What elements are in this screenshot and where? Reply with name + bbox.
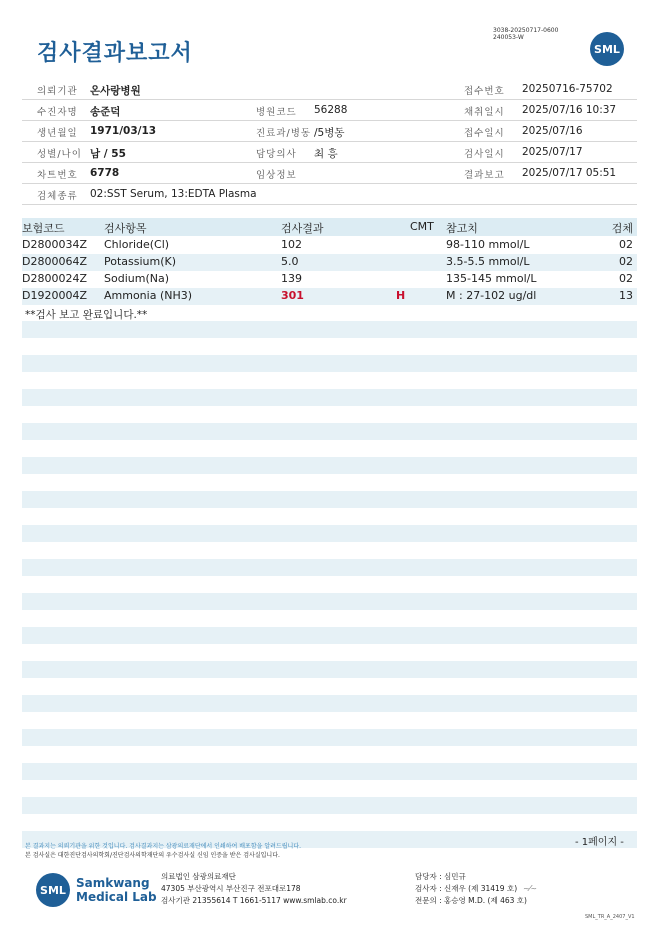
info-value: 20250716-75702 bbox=[522, 83, 613, 95]
cell-code: D1920004Z bbox=[22, 289, 87, 302]
page-number: - 1페이지 - bbox=[575, 837, 624, 848]
org-name: 의료법인 삼광의료재단 bbox=[161, 872, 236, 881]
footer-staff bbox=[415, 871, 537, 907]
blank-stripe bbox=[22, 661, 637, 678]
cell-specimen: 02 bbox=[619, 272, 633, 285]
cell-reference: 3.5-5.5 mmol/L bbox=[446, 255, 530, 268]
blank-stripe bbox=[22, 593, 637, 610]
blank-stripe bbox=[22, 457, 637, 474]
header-code: 보험코드 bbox=[22, 222, 65, 235]
info-value: 남 / 55 bbox=[90, 148, 126, 160]
staff-contact: 담당자 : 심민규 bbox=[415, 872, 466, 881]
info-value: 1971/03/13 bbox=[90, 125, 157, 137]
info-label: 채취일시 bbox=[464, 107, 505, 118]
sml-logo-icon: SML bbox=[590, 32, 624, 66]
blank-stripe bbox=[22, 797, 637, 814]
table-row bbox=[22, 254, 637, 271]
info-label: 의뢰기관 bbox=[37, 86, 78, 97]
info-value: 송준덕 bbox=[90, 106, 121, 118]
info-label: 병원코드 bbox=[256, 107, 297, 118]
report-title: 검사결과보고서 bbox=[37, 41, 193, 66]
info-row bbox=[22, 184, 637, 205]
cell-code: D2800034Z bbox=[22, 238, 87, 251]
info-label: 접수번호 bbox=[464, 86, 505, 97]
cell-test-name: Ammonia (NH3) bbox=[104, 289, 193, 302]
cell-result: 301 bbox=[281, 289, 304, 302]
org-contact: 검사기관 21355614 T 1661-5117 www.smlab.co.kr bbox=[161, 896, 347, 905]
info-value: 56288 bbox=[314, 104, 348, 116]
info-label: 생년월일 bbox=[37, 128, 78, 139]
info-value: 02:SST Serum, 13:EDTA Plasma bbox=[90, 188, 257, 200]
cell-test-name: Potassium(K) bbox=[104, 255, 177, 268]
info-label: 접수일시 bbox=[464, 128, 505, 139]
cell-test-name: Chloride(Cl) bbox=[104, 238, 170, 251]
blank-stripe bbox=[22, 695, 637, 712]
blank-stripe bbox=[22, 491, 637, 508]
brand-name bbox=[76, 876, 157, 904]
header-specimen: 검체 bbox=[611, 222, 633, 235]
info-label: 성별/나이 bbox=[37, 149, 82, 160]
info-value: 2025/07/16 bbox=[522, 125, 583, 137]
cell-specimen: 02 bbox=[619, 255, 633, 268]
report-complete-note: **검사 보고 완료입니다.** bbox=[25, 309, 148, 321]
blank-stripe bbox=[22, 627, 637, 644]
footer-logo bbox=[36, 873, 157, 907]
cell-reference: M : 27-102 ug/dl bbox=[446, 289, 537, 302]
cell-test-name: Sodium(Na) bbox=[104, 272, 169, 285]
info-value: 2025/07/17 05:51 bbox=[522, 167, 617, 179]
table-row bbox=[22, 288, 637, 305]
header-test-name: 검사항목 bbox=[104, 222, 147, 235]
disclaimer-line2: 본 검사실은 대한진단검사의학회/진단검사의학재단의 우수검사실 신임 인증을 받은 검사실입니다. bbox=[25, 852, 280, 859]
document-code-line2: 240053-W bbox=[493, 34, 524, 41]
info-row bbox=[22, 142, 637, 163]
info-label: 임상정보 bbox=[256, 170, 297, 181]
info-value: 6778 bbox=[90, 167, 120, 179]
table-row bbox=[22, 237, 637, 254]
cell-code: D2800064Z bbox=[22, 255, 87, 268]
blank-stripe bbox=[22, 763, 637, 780]
document-code bbox=[493, 27, 558, 41]
brand-line1: Samkwang bbox=[76, 876, 150, 890]
info-row bbox=[22, 79, 637, 100]
header-result: 검사결과 bbox=[281, 222, 324, 235]
cell-specimen: 02 bbox=[619, 238, 633, 251]
cell-specimen: 13 bbox=[619, 289, 633, 302]
header-cmt: CMT bbox=[410, 220, 434, 233]
blank-stripe bbox=[22, 355, 637, 372]
info-label: 검사일시 bbox=[464, 149, 505, 160]
info-label: 진료과/병동 bbox=[256, 128, 312, 139]
cell-result: 5.0 bbox=[281, 255, 299, 268]
info-row bbox=[22, 163, 637, 184]
org-address: 47305 부산광역시 부산진구 전포대로178 bbox=[161, 884, 301, 893]
info-label: 검체종류 bbox=[37, 191, 78, 202]
info-label: 수진자명 bbox=[37, 107, 78, 118]
blank-stripe bbox=[22, 729, 637, 746]
info-row bbox=[22, 100, 637, 121]
staff-doctor: 전문의 : 홍승영 M.D. (제 463 호) bbox=[415, 896, 527, 905]
blank-stripe bbox=[22, 525, 637, 542]
staff-tester-text: 검사자 : 신재우 (제 31419 호) bbox=[415, 884, 518, 893]
info-value: 2025/07/16 10:37 bbox=[522, 104, 617, 116]
info-value: 최 흥 bbox=[314, 148, 338, 160]
blank-stripe bbox=[22, 559, 637, 576]
cell-cmt: H bbox=[396, 289, 406, 302]
staff-tester bbox=[415, 883, 537, 895]
info-label: 결과보고 bbox=[464, 170, 505, 181]
cell-reference: 98-110 mmol/L bbox=[446, 238, 530, 251]
blank-stripe bbox=[22, 321, 637, 338]
document-code-line1: 3038-20250717-0600 bbox=[493, 27, 559, 34]
signature-icon: ∼⁄∼ bbox=[523, 884, 537, 893]
results-table-header bbox=[22, 218, 637, 236]
blank-stripe bbox=[22, 423, 637, 440]
info-value: /5병동 bbox=[314, 127, 345, 139]
form-code: SML_TR_A_2407_V1 bbox=[585, 914, 635, 920]
info-label: 담당의사 bbox=[256, 149, 297, 160]
info-row bbox=[22, 121, 637, 142]
cell-result: 102 bbox=[281, 238, 302, 251]
footer-org-info bbox=[161, 871, 347, 907]
disclaimer-line1: 본 결과지는 의뢰기관을 위한 것입니다. 검사결과지는 삼광의료재단에서 인쇄하여 배포함을 알려드립니다. bbox=[25, 843, 302, 850]
cell-reference: 135-145 mmol/L bbox=[446, 272, 537, 285]
info-value: 2025/07/17 bbox=[522, 146, 583, 158]
table-row bbox=[22, 271, 637, 288]
header-reference: 참고치 bbox=[446, 222, 478, 235]
cell-code: D2800024Z bbox=[22, 272, 87, 285]
info-value: 온사랑병원 bbox=[90, 85, 141, 97]
info-label: 차트번호 bbox=[37, 170, 78, 181]
cell-result: 139 bbox=[281, 272, 302, 285]
blank-stripe bbox=[22, 389, 637, 406]
sml-footer-logo-icon: SML bbox=[36, 873, 70, 907]
brand-line2: Medical Lab bbox=[76, 890, 157, 904]
